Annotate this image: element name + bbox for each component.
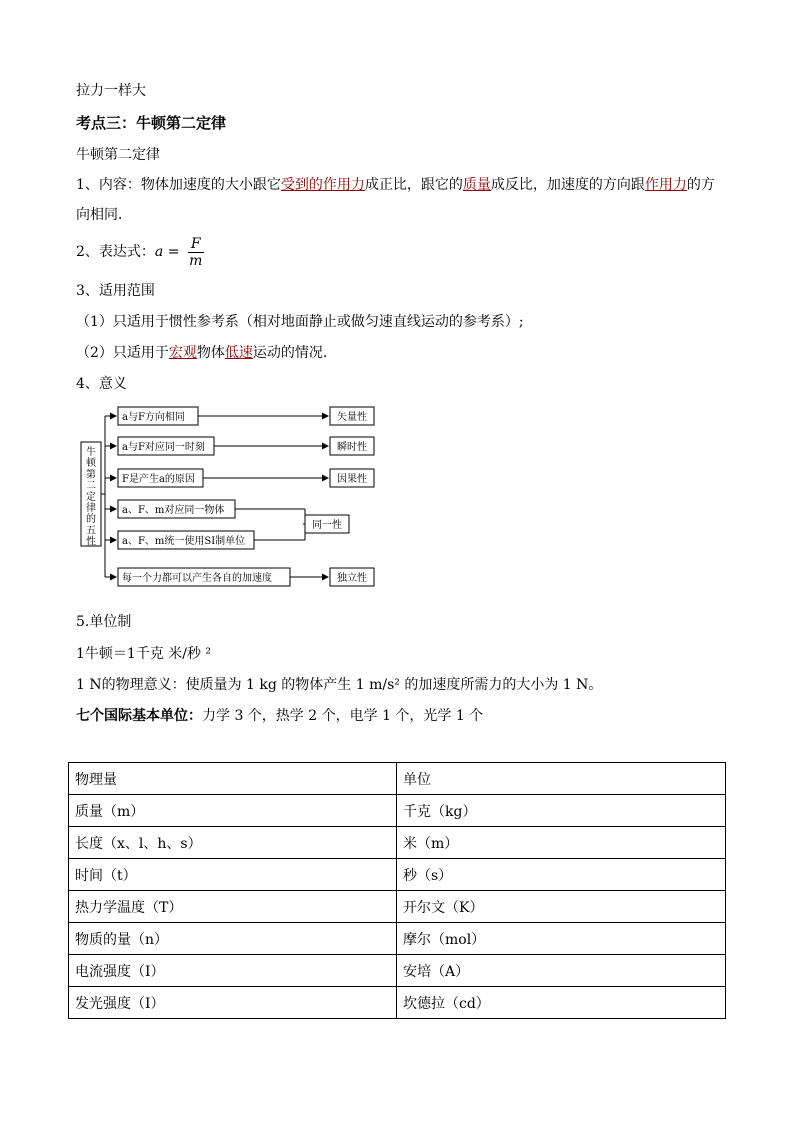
diagram-item-5: a、F、m统一使用SI制单位 (122, 536, 246, 547)
header-line: 拉力一样大 (76, 83, 146, 99)
content-line (76, 175, 715, 195)
diagram-item-1: a与F方向相同 (122, 412, 185, 423)
quantity-cell: 热力学温度（T） (69, 891, 397, 923)
table-row (69, 891, 726, 923)
quantity-cell: 长度（x、l、h、s） (69, 827, 397, 859)
quantity-cell: 电流强度（I） (69, 955, 397, 987)
content-continuation: 向相同． (76, 207, 132, 223)
table-header-quantity: 物理量 (69, 763, 397, 795)
table-row (69, 955, 726, 987)
diagram-root-char: 第 (86, 469, 96, 481)
diagram-item-2: a与F对应同一时刻 (122, 442, 205, 453)
diagram-item-6: 每一个力都可以产生各自的加速度 (122, 573, 272, 584)
diagram-root-char: 顿 (86, 458, 96, 470)
scope-item-2 (76, 343, 337, 363)
scope-item2-prefix: （2）只适用于 (76, 345, 169, 361)
unit-cell: 坎德拉（cd） (397, 987, 726, 1019)
si-units-line (76, 706, 483, 726)
fraction-denominator: m (189, 252, 203, 269)
unit-cell: 米（m） (397, 827, 726, 859)
unit-cell: 安培（A） (397, 955, 726, 987)
diagram-root-char: 的 (86, 514, 96, 526)
diagram-result-1: 矢量性 (337, 412, 367, 423)
scope-item2-mid: 物体 (196, 345, 225, 361)
expression-line (76, 234, 204, 270)
diagram-result-3: 因果性 (337, 474, 367, 485)
table-row (69, 923, 726, 955)
expression-fraction (188, 236, 204, 269)
table-row (69, 987, 726, 1019)
table-header-row (69, 763, 726, 795)
diagram-root-char: 牛 (86, 447, 96, 458)
quantity-cell: 时间（t） (69, 859, 397, 891)
scope-item2-end: 运动的情况． (252, 345, 337, 361)
scope-title: 3、适用范围 (76, 283, 155, 299)
table-row (69, 827, 726, 859)
diagram-root-char: 定 (86, 491, 96, 503)
content-mid1: 成正比，跟它的 (364, 177, 463, 193)
content-term-mass: 质量 (462, 177, 491, 193)
unit-cell: 秒（s） (397, 859, 726, 891)
unit-cell: 开尔文（K） (397, 891, 726, 923)
diagram-root-char: 五 (86, 525, 96, 537)
newton-meaning: 1 N的物理意义：使质量为 1 kg 的物体产生 1 m/s² 的加速度所需力的大小为 1 N。 (76, 677, 603, 693)
diagram-result-5: 独立性 (337, 573, 367, 584)
diagram-result-2: 瞬时性 (337, 442, 367, 453)
unit-cell: 千克（kg） (397, 795, 726, 827)
table-header-unit: 单位 (397, 763, 726, 795)
diagram-root-char: 性 (86, 536, 96, 548)
expression-lhs: a = (154, 244, 180, 260)
newton-definition: 1牛顿＝1千克 米/秒 ² (76, 646, 212, 662)
five-properties-diagram (78, 405, 388, 595)
table-row (69, 859, 726, 891)
content-term-action-force: 作用力 (644, 177, 687, 193)
quantity-cell: 质量（m） (69, 795, 397, 827)
si-units-label: 七个国际基本单位： (76, 708, 202, 724)
quantity-cell: 发光强度（I） (69, 987, 397, 1019)
content-prefix: 1、内容：物体加速度的大小跟它 (76, 177, 281, 193)
si-units-text: 力学 3 个，热学 2 个，电学 1 个，光学 1 个 (202, 708, 484, 724)
content-end: 的方 (686, 177, 715, 193)
diagram-root-char: 律 (86, 503, 96, 514)
table-row (69, 795, 726, 827)
content-term-force: 受到的作用力 (280, 177, 365, 193)
unit-cell: 摩尔（mol） (397, 923, 726, 955)
content-mid2: 成反比，加速度的方向跟 (490, 177, 645, 193)
expression-label: 2、表达式： (76, 244, 155, 260)
diagram-item-4: a、F、m对应同一物体 (122, 505, 225, 516)
diagram-result-4: 同一性 (312, 520, 342, 531)
scope-item-1: （1）只适用于惯性参考系（相对地面静止或做匀速直线运动的参考系）; (76, 314, 524, 330)
fraction-numerator: F (188, 236, 204, 253)
quantity-cell: 物质的量（n） (69, 923, 397, 955)
scope-term-macro: 宏观 (168, 345, 197, 361)
diagram-item-3: F是产生a的原因 (122, 474, 195, 485)
section-title: 考点三：牛顿第二定律 (76, 114, 227, 132)
subtitle: 牛顿第二定律 (76, 147, 160, 163)
units-table (68, 762, 726, 1019)
diagram-root-char: 二 (86, 480, 96, 492)
meaning-title: 4、意义 (76, 376, 127, 392)
scope-term-low-speed: 低速 (224, 345, 253, 361)
units-title: 5.单位制 (76, 614, 132, 630)
